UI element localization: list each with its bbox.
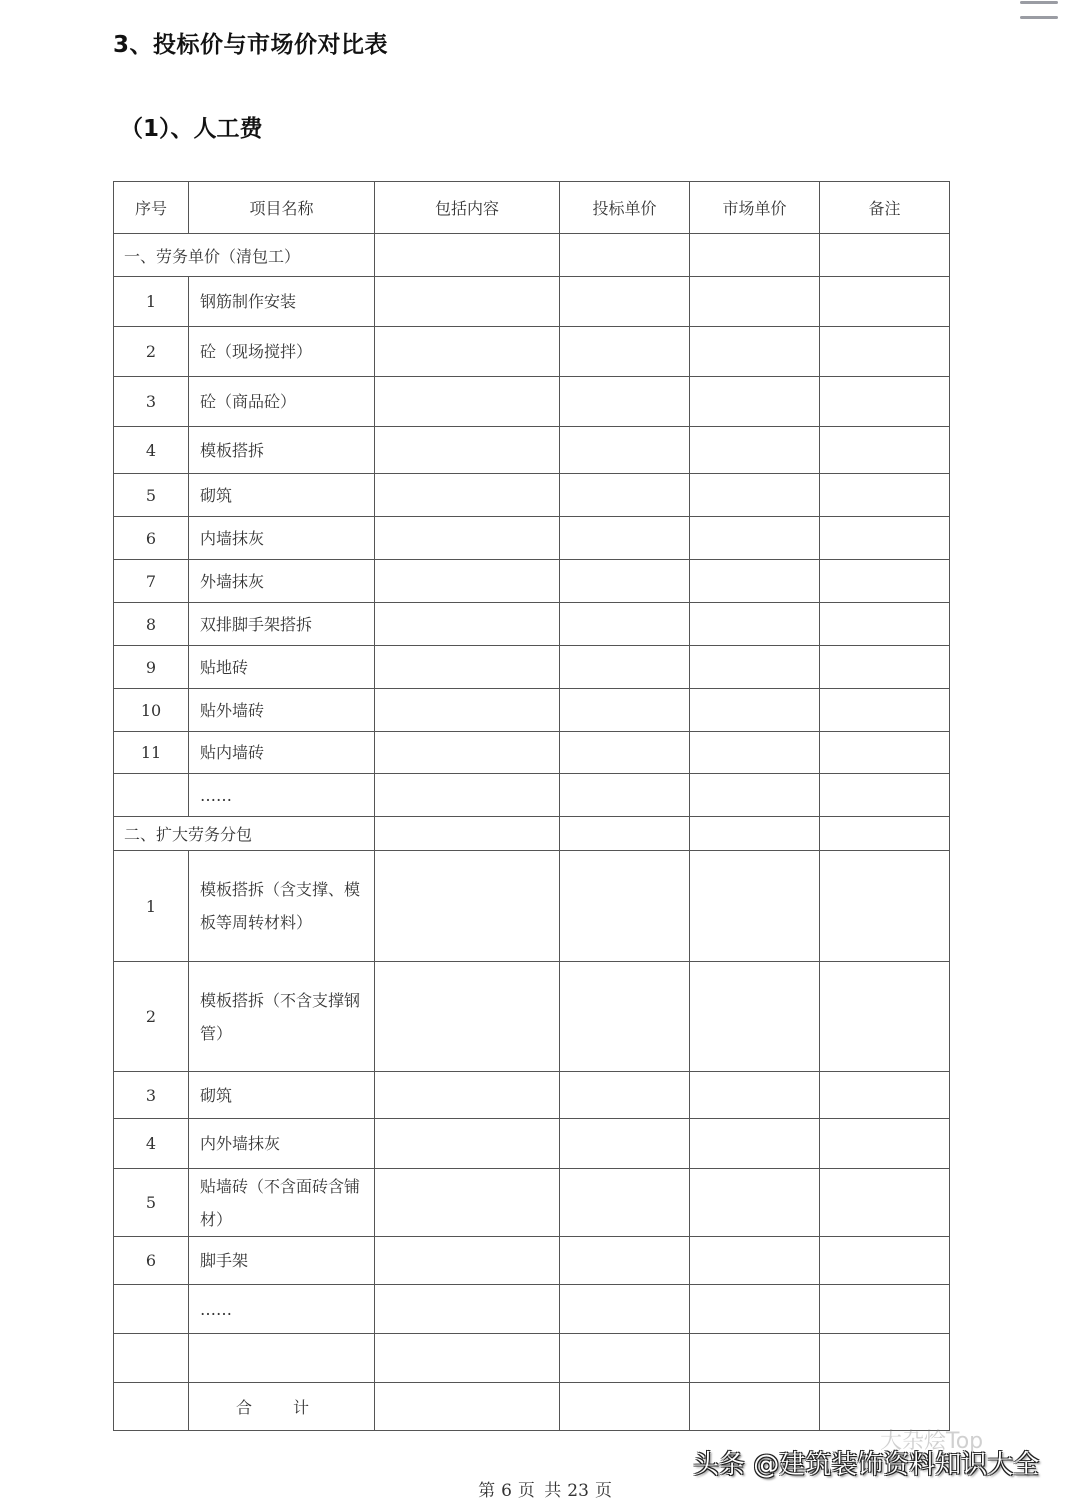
cell [560, 851, 690, 962]
cell [375, 517, 560, 560]
cell [690, 377, 820, 427]
cell [375, 646, 560, 689]
table-row [114, 962, 950, 1072]
row-no: 6 [114, 1237, 189, 1285]
table-row [114, 474, 950, 517]
cell [560, 517, 690, 560]
table-row [114, 1119, 950, 1169]
section-label: 一、劳务单价（清包工） [114, 234, 375, 277]
cell [690, 851, 820, 962]
cell [375, 1169, 560, 1237]
cell [820, 817, 950, 851]
cell [690, 327, 820, 377]
cell [375, 377, 560, 427]
row-name: 砌筑 [189, 1072, 375, 1119]
row-no: 7 [114, 560, 189, 603]
cell [375, 1072, 560, 1119]
row-no: 10 [114, 689, 189, 732]
row-name: 脚手架 [189, 1237, 375, 1285]
table-header-row [114, 182, 950, 234]
cell [820, 603, 950, 646]
row-name: 钢筋制作安装 [189, 277, 375, 327]
cell [560, 689, 690, 732]
cell [560, 1169, 690, 1237]
cell [820, 646, 950, 689]
page-indicator [0, 1476, 1080, 1501]
cell [560, 277, 690, 327]
cell [375, 1237, 560, 1285]
row-no: 5 [114, 474, 189, 517]
total-label: 合 计 [189, 1383, 375, 1431]
cell [820, 774, 950, 817]
cell [560, 427, 690, 474]
row-no: 4 [114, 427, 189, 474]
cell [375, 234, 560, 277]
cell [690, 1072, 820, 1119]
row-no: 2 [114, 327, 189, 377]
table-row [114, 1169, 950, 1237]
row-no [114, 1285, 189, 1334]
header-bid-price: 投标单价 [560, 182, 690, 234]
cell [375, 774, 560, 817]
cell [690, 234, 820, 277]
total-row [114, 1383, 950, 1431]
row-name: 砌筑 [189, 474, 375, 517]
cell [820, 474, 950, 517]
cell [375, 560, 560, 603]
cell [690, 1285, 820, 1334]
cell [560, 774, 690, 817]
cell [114, 1383, 189, 1431]
page-suffix: 页 [594, 1481, 612, 1501]
cell [820, 427, 950, 474]
cell [820, 234, 950, 277]
row-no: 2 [114, 962, 189, 1072]
cell [375, 817, 560, 851]
row-no [114, 1334, 189, 1383]
cell [820, 689, 950, 732]
row-no: 1 [114, 851, 189, 962]
cell [560, 1119, 690, 1169]
cell [560, 732, 690, 774]
cell [560, 560, 690, 603]
table-row [114, 603, 950, 646]
cell [690, 646, 820, 689]
cell [690, 962, 820, 1072]
cell [375, 1119, 560, 1169]
cell [560, 234, 690, 277]
cell [560, 1072, 690, 1119]
cell [690, 1237, 820, 1285]
page-mid: 页 共 [517, 1481, 562, 1501]
faint-watermark: 大杂烩Top [880, 1429, 984, 1454]
cell [820, 517, 950, 560]
table-row [114, 732, 950, 774]
header-contents: 包括内容 [375, 182, 560, 234]
cell [690, 277, 820, 327]
table-row [114, 517, 950, 560]
row-no: 5 [114, 1169, 189, 1237]
row-no [114, 774, 189, 817]
cell [690, 560, 820, 603]
cell [690, 732, 820, 774]
cell [560, 377, 690, 427]
cell [375, 474, 560, 517]
table-row [114, 560, 950, 603]
header-remarks: 备注 [820, 182, 950, 234]
row-no: 6 [114, 517, 189, 560]
page-current: 6 [501, 1481, 512, 1501]
cell [375, 689, 560, 732]
row-name: 贴外墙砖 [189, 689, 375, 732]
row-name: …… [189, 774, 375, 817]
row-no: 4 [114, 1119, 189, 1169]
section-subtitle: （1）、人工费 [120, 116, 263, 142]
table-row [114, 1237, 950, 1285]
page-title: 3、投标价与市场价对比表 [113, 32, 389, 58]
row-name: 内外墙抹灰 [189, 1119, 375, 1169]
cell [690, 1169, 820, 1237]
cell [560, 646, 690, 689]
table-row [114, 377, 950, 427]
header-item-name: 项目名称 [189, 182, 375, 234]
cell [820, 560, 950, 603]
cell [820, 962, 950, 1072]
cell [690, 517, 820, 560]
hamburger-menu-icon[interactable] [1018, 0, 1062, 24]
row-no: 3 [114, 377, 189, 427]
table-row [114, 689, 950, 732]
cell [690, 689, 820, 732]
cell [375, 603, 560, 646]
table-row [114, 1334, 950, 1383]
cell [375, 1334, 560, 1383]
cell [375, 277, 560, 327]
cell [690, 1119, 820, 1169]
row-name: 内墙抹灰 [189, 517, 375, 560]
cell [690, 427, 820, 474]
row-no: 11 [114, 732, 189, 774]
cell [690, 474, 820, 517]
cell [560, 603, 690, 646]
source-watermark: 头条 @建筑装饰资料知识大全 [693, 1450, 1040, 1480]
cell [820, 1072, 950, 1119]
cell [690, 603, 820, 646]
table-row [114, 427, 950, 474]
cell [375, 1285, 560, 1334]
cell [560, 817, 690, 851]
header-market-price: 市场单价 [690, 182, 820, 234]
cell [820, 1169, 950, 1237]
row-no: 1 [114, 277, 189, 327]
table-row [114, 851, 950, 962]
table-row [114, 1285, 950, 1334]
row-name: 模板搭拆（不含支撑钢管） [189, 962, 375, 1072]
row-name: …… [189, 1285, 375, 1334]
row-name: 贴地砖 [189, 646, 375, 689]
cell [820, 1334, 950, 1383]
cell [690, 774, 820, 817]
row-name: 贴墙砖（不含面砖含铺材） [189, 1169, 375, 1237]
cell [375, 427, 560, 474]
cell [820, 851, 950, 962]
cell [820, 377, 950, 427]
cell [560, 1285, 690, 1334]
page-prefix: 第 [478, 1481, 496, 1501]
row-name: 模板搭拆（含支撑、模板等周转材料） [189, 851, 375, 962]
table-row [114, 646, 950, 689]
row-name: 贴内墙砖 [189, 732, 375, 774]
cell [375, 1383, 560, 1431]
section-row [114, 817, 950, 851]
cell [560, 327, 690, 377]
header-seq: 序号 [114, 182, 189, 234]
cell [560, 474, 690, 517]
cell [690, 817, 820, 851]
table-row [114, 1072, 950, 1119]
page-total: 23 [567, 1481, 589, 1501]
row-no: 8 [114, 603, 189, 646]
row-name: 外墙抹灰 [189, 560, 375, 603]
cell [560, 1383, 690, 1431]
cell [375, 327, 560, 377]
section-label: 二、扩大劳务分包 [114, 817, 375, 851]
cell [820, 1285, 950, 1334]
row-no: 3 [114, 1072, 189, 1119]
cell [820, 277, 950, 327]
cell [375, 732, 560, 774]
row-name: 砼（现场搅拌） [189, 327, 375, 377]
price-comparison-table [113, 181, 950, 1431]
cell [375, 962, 560, 1072]
cell [690, 1383, 820, 1431]
cell [820, 327, 950, 377]
row-name [189, 1334, 375, 1383]
cell [375, 851, 560, 962]
cell [820, 732, 950, 774]
cell [560, 962, 690, 1072]
section-row [114, 234, 950, 277]
table-row [114, 277, 950, 327]
row-no: 9 [114, 646, 189, 689]
cell [560, 1237, 690, 1285]
row-name: 砼（商品砼） [189, 377, 375, 427]
table-row [114, 774, 950, 817]
row-name: 双排脚手架搭拆 [189, 603, 375, 646]
cell [820, 1119, 950, 1169]
table-row [114, 327, 950, 377]
row-name: 模板搭拆 [189, 427, 375, 474]
cell [690, 1334, 820, 1383]
cell [820, 1237, 950, 1285]
cell [560, 1334, 690, 1383]
